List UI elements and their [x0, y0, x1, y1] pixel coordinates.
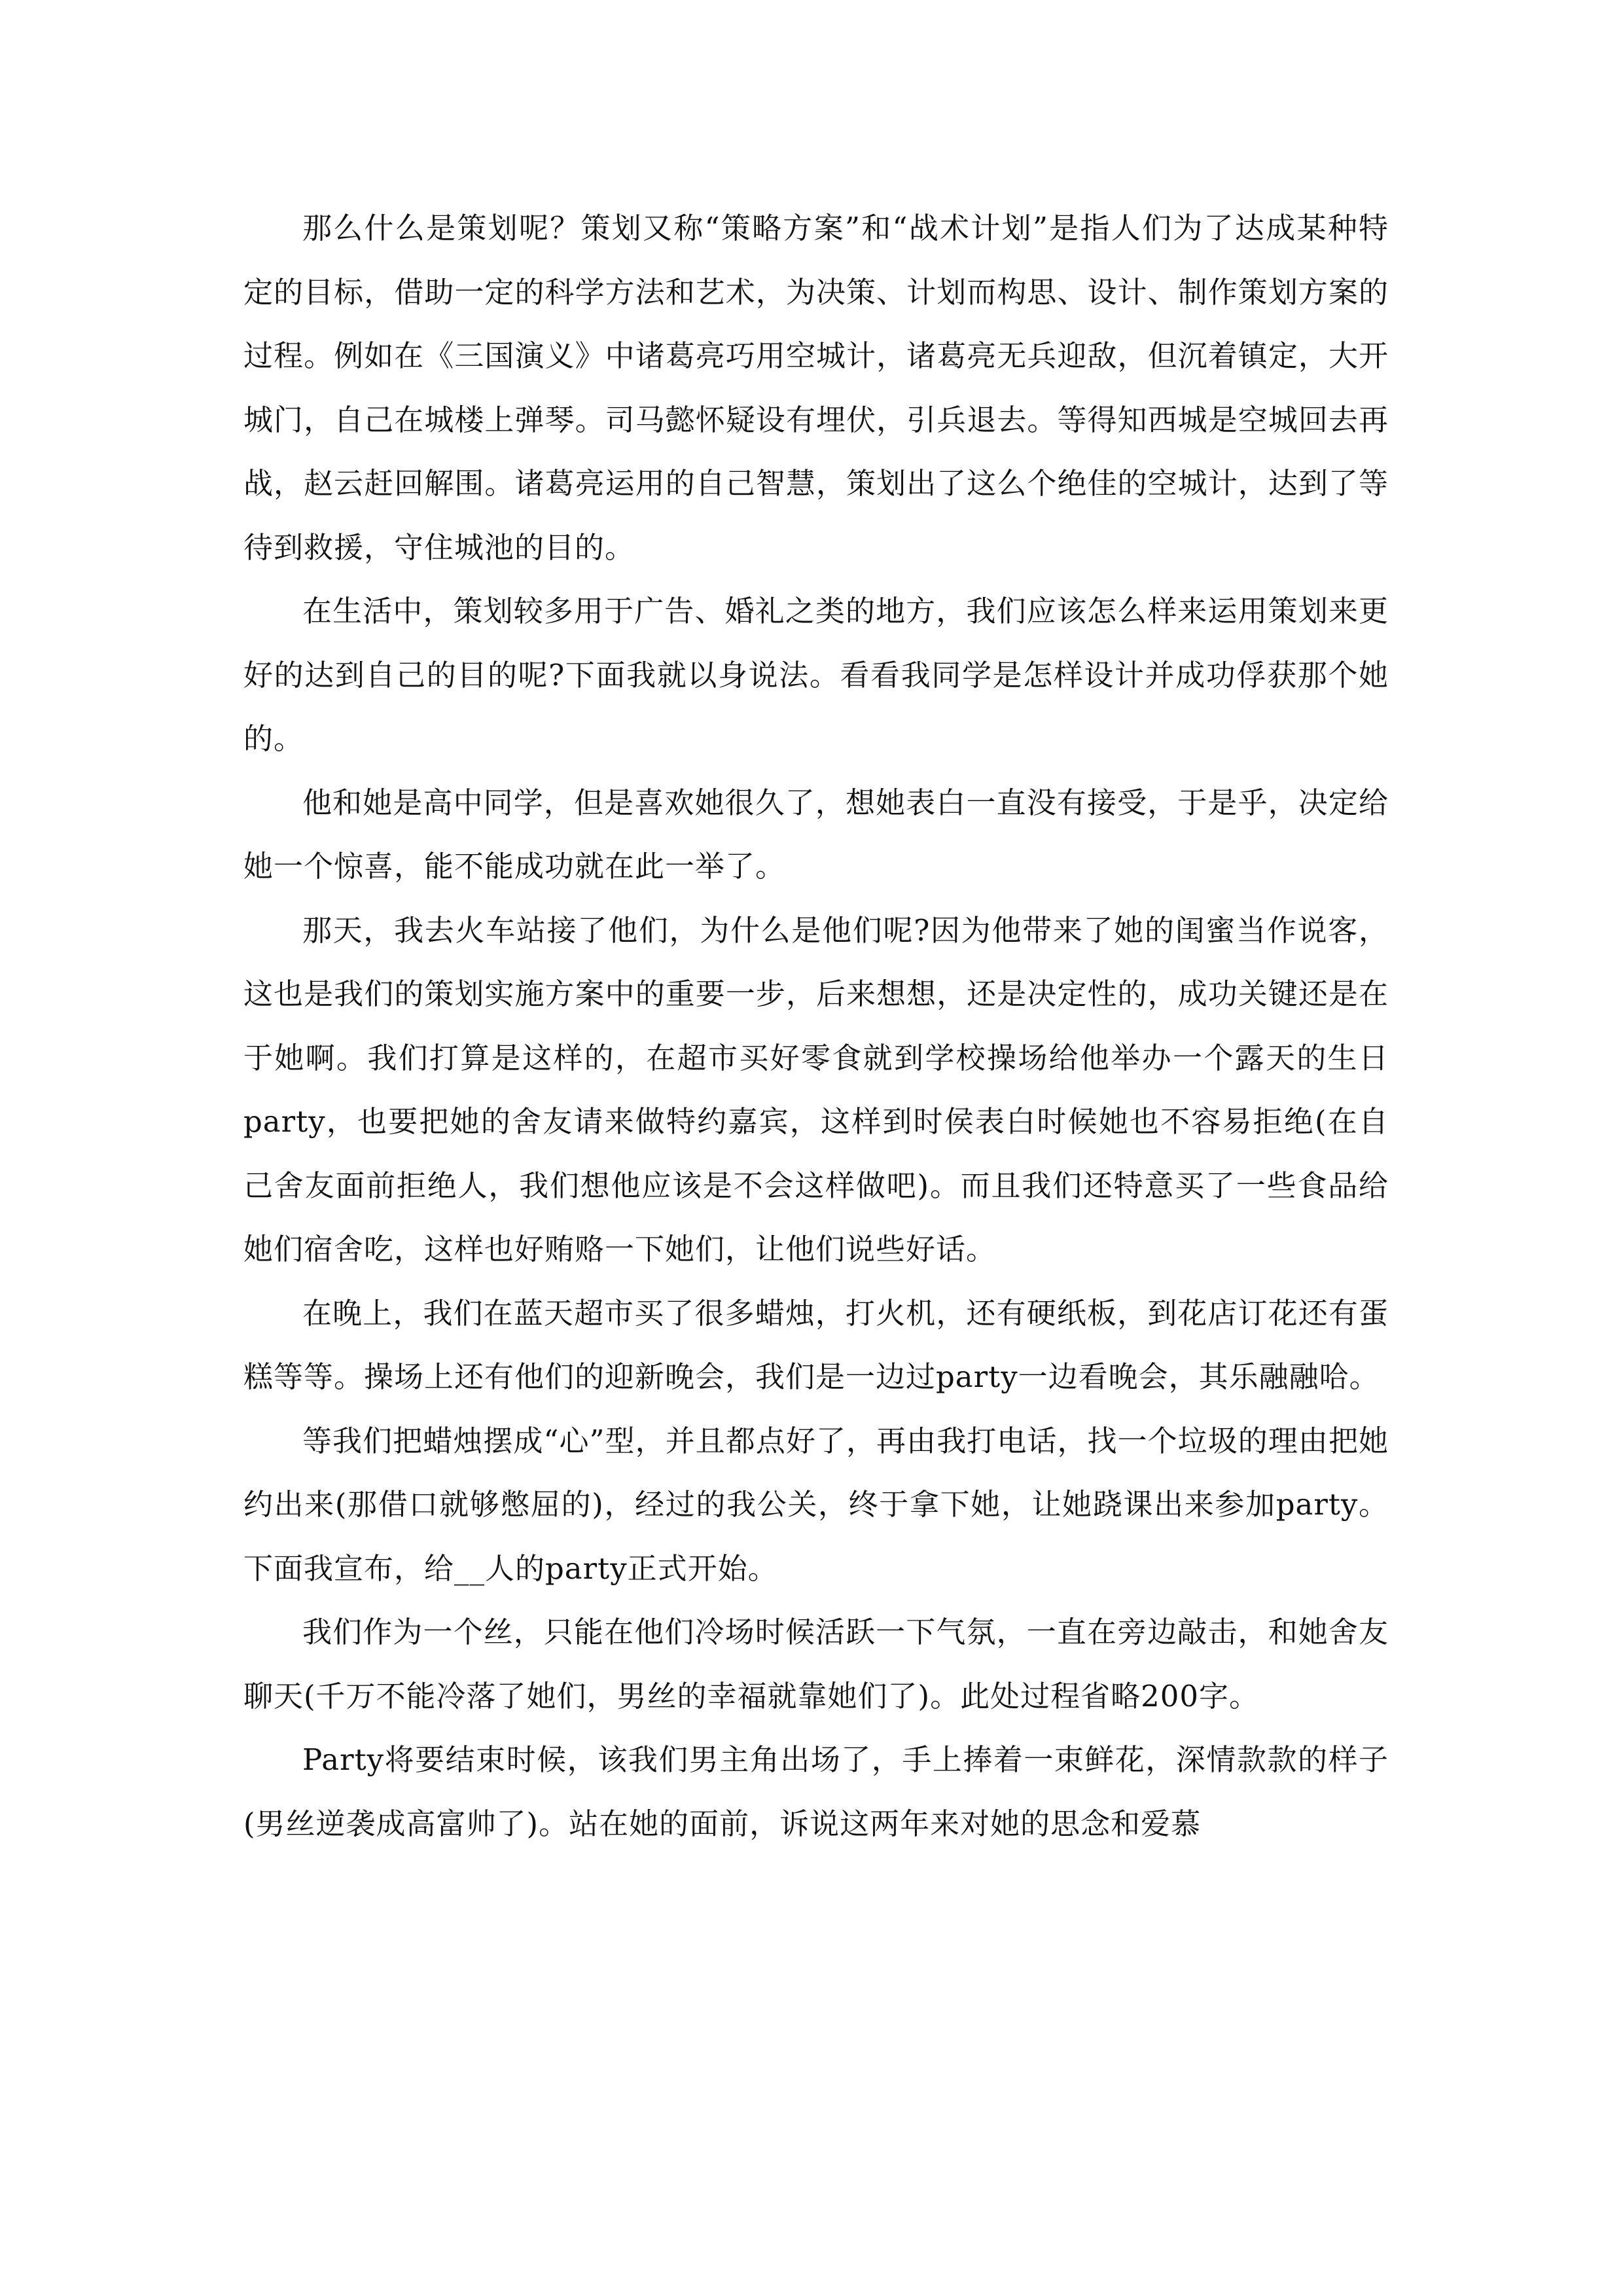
document-body	[243, 196, 1389, 1856]
paragraph-1: 那么什么是策划呢？策划又称“策略方案”和“战术计划”是指人们为了达成某种特定的目标，借助一定的科学方法和艺术，为决策、计划而构思、设计、制作策划方案的过程。例如在《三国演义》中诸葛亮巧用空城计，诸葛亮无兵迎敌，但沉着镇定，大开城门，自己在城楼上弹琴。司马懿怀疑设有埋伏，引兵退去。等得知西城是空城回去再战，赵云赶回解围。诸葛亮运用的自己智慧，策划出了这么个绝佳的空城计，达到了等待到救援，守住城池的目的。	[243, 211, 1389, 565]
paragraph-6: 等我们把蜡烛摆成“心”型，并且都点好了，再由我打电话，找一个垃圾的理由把她约出来(那借口就够憋屈的)，经过的我公关，终于拿下她，让她跷课出来参加party。下面我宣布，给__人的party正式开始。	[243, 1423, 1389, 1586]
paragraph-4: 那天，我去火车站接了他们，为什么是他们呢?因为他带来了她的闺蜜当作说客，这也是我们的策划实施方案中的重要一步，后来想想，还是决定性的，成功关键还是在于她啊。我们打算是这样的，在超市买好零食就到学校操场给他举办一个露天的生日party，也要把她的舍友请来做特约嘉宾，这样到时侯表白时候她也不容易拒绝(在自己舍友面前拒绝人，我们想他应该是不会这样做吧)。而且我们还特意买了一些食品给她们宿舍吃，这样也好贿赂一下她们，让他们说些好话。	[243, 912, 1389, 1266]
paragraph-7: 我们作为一个丝，只能在他们冷场时候活跃一下气氛，一直在旁边敲击，和她舍友聊天(千万不能冷落了她们，男丝的幸福就靠她们了)。此处过程省略200字。	[243, 1615, 1389, 1713]
paragraph-8: Party将要结束时候，该我们男主角出场了，手上捧着一束鲜花，深情款款的样子(男丝逆袭成高富帅了)。站在她的面前，诉说这两年来对她的思念和爱慕	[243, 1742, 1389, 1841]
paragraph-2: 在生活中，策划较多用于广告、婚礼之类的地方，我们应该怎么样来运用策划来更好的达到自己的目的呢?下面我就以身说法。看看我同学是怎样设计并成功俘获那个她的。	[243, 594, 1389, 756]
paragraph-3: 他和她是高中同学，但是喜欢她很久了，想她表白一直没有接受，于是乎，决定给她一个惊喜，能不能成功就在此一举了。	[243, 785, 1389, 884]
paragraph-5: 在晚上，我们在蓝天超市买了很多蜡烛，打火机，还有硬纸板，到花店订花还有蛋糕等等。操场上还有他们的迎新晚会，我们是一边过party一边看晚会，其乐融融哈。	[243, 1295, 1389, 1394]
